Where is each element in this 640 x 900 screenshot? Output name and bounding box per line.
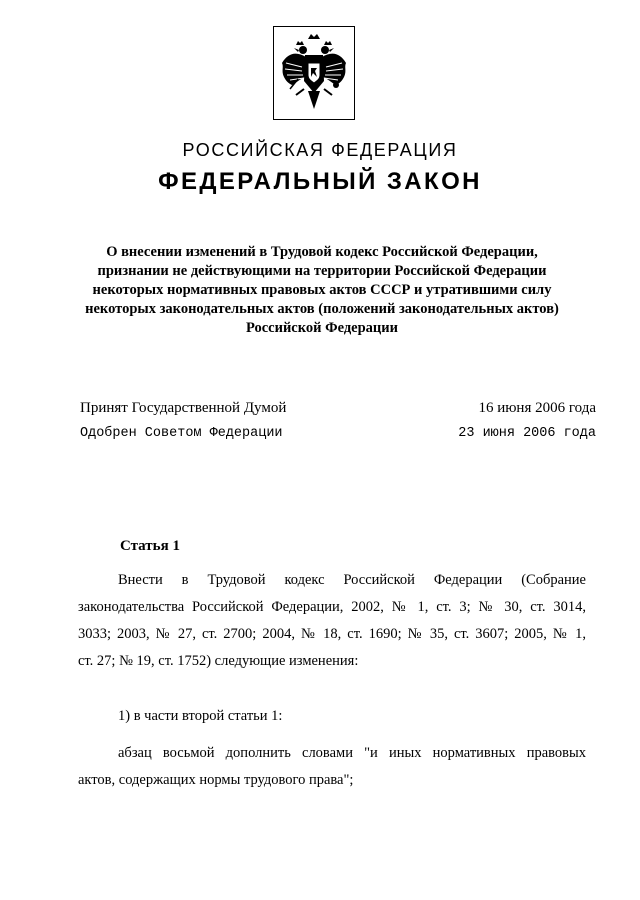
council-date: 23 июня 2006 года: [458, 426, 596, 441]
law-title-line: О внесении изменений в Трудовой кодекс Российской Федерации,: [106, 244, 538, 260]
law-title-line: некоторых нормативных правовых актов СССР и утратившими силу: [92, 282, 552, 298]
duma-date: 16 июня 2006 года: [478, 400, 596, 416]
country-heading: РОССИЙСКАЯ ФЕДЕРАЦИЯ: [182, 140, 458, 160]
paragraph-line: Внести в Трудовой кодекс Российской Федерации (Собрание: [118, 572, 586, 588]
law-title-line: признании не действующими на территории Российской Федерации: [97, 263, 547, 279]
coat-of-arms-icon: [278, 33, 350, 115]
law-title: [80, 243, 564, 338]
council-label: Одобрен Советом Федерации: [80, 426, 283, 441]
duma-adoption-row: [80, 400, 596, 417]
law-title-line: некоторых законодательных актов (положений законодательных актов): [85, 301, 559, 317]
article-paragraph: [78, 740, 586, 794]
paragraph-line: ст. 27; № 19, ст. 1752) следующие изменения:: [78, 653, 359, 669]
law-title-line: Российской Федерации: [245, 320, 398, 336]
paragraph-line: законодательства Российской Федерации, 2002, № 1, ст. 3; № 30, ст. 3014,: [78, 599, 586, 615]
council-approval-row: [80, 426, 596, 441]
article-item: [78, 703, 586, 730]
law-type-heading: ФЕДЕРАЛЬНЫЙ ЗАКОН: [158, 168, 482, 195]
article-paragraph: [78, 567, 586, 675]
article-heading: Статья 1: [120, 538, 180, 554]
duma-label: Принят Государственной Думой: [80, 400, 287, 416]
paragraph-line: 3033; 2003, № 27, ст. 2700; 2004, № 18, ст. 1690; № 35, ст. 3607; 2005, № 1,: [78, 626, 586, 642]
item-line: 1) в части второй статьи 1:: [118, 708, 283, 724]
coat-of-arms-frame: [273, 26, 355, 120]
paragraph-line: актов, содержащих нормы трудового права";: [78, 772, 354, 788]
paragraph-line: абзац восьмой дополнить словами "и иных нормативных правовых: [118, 745, 586, 761]
